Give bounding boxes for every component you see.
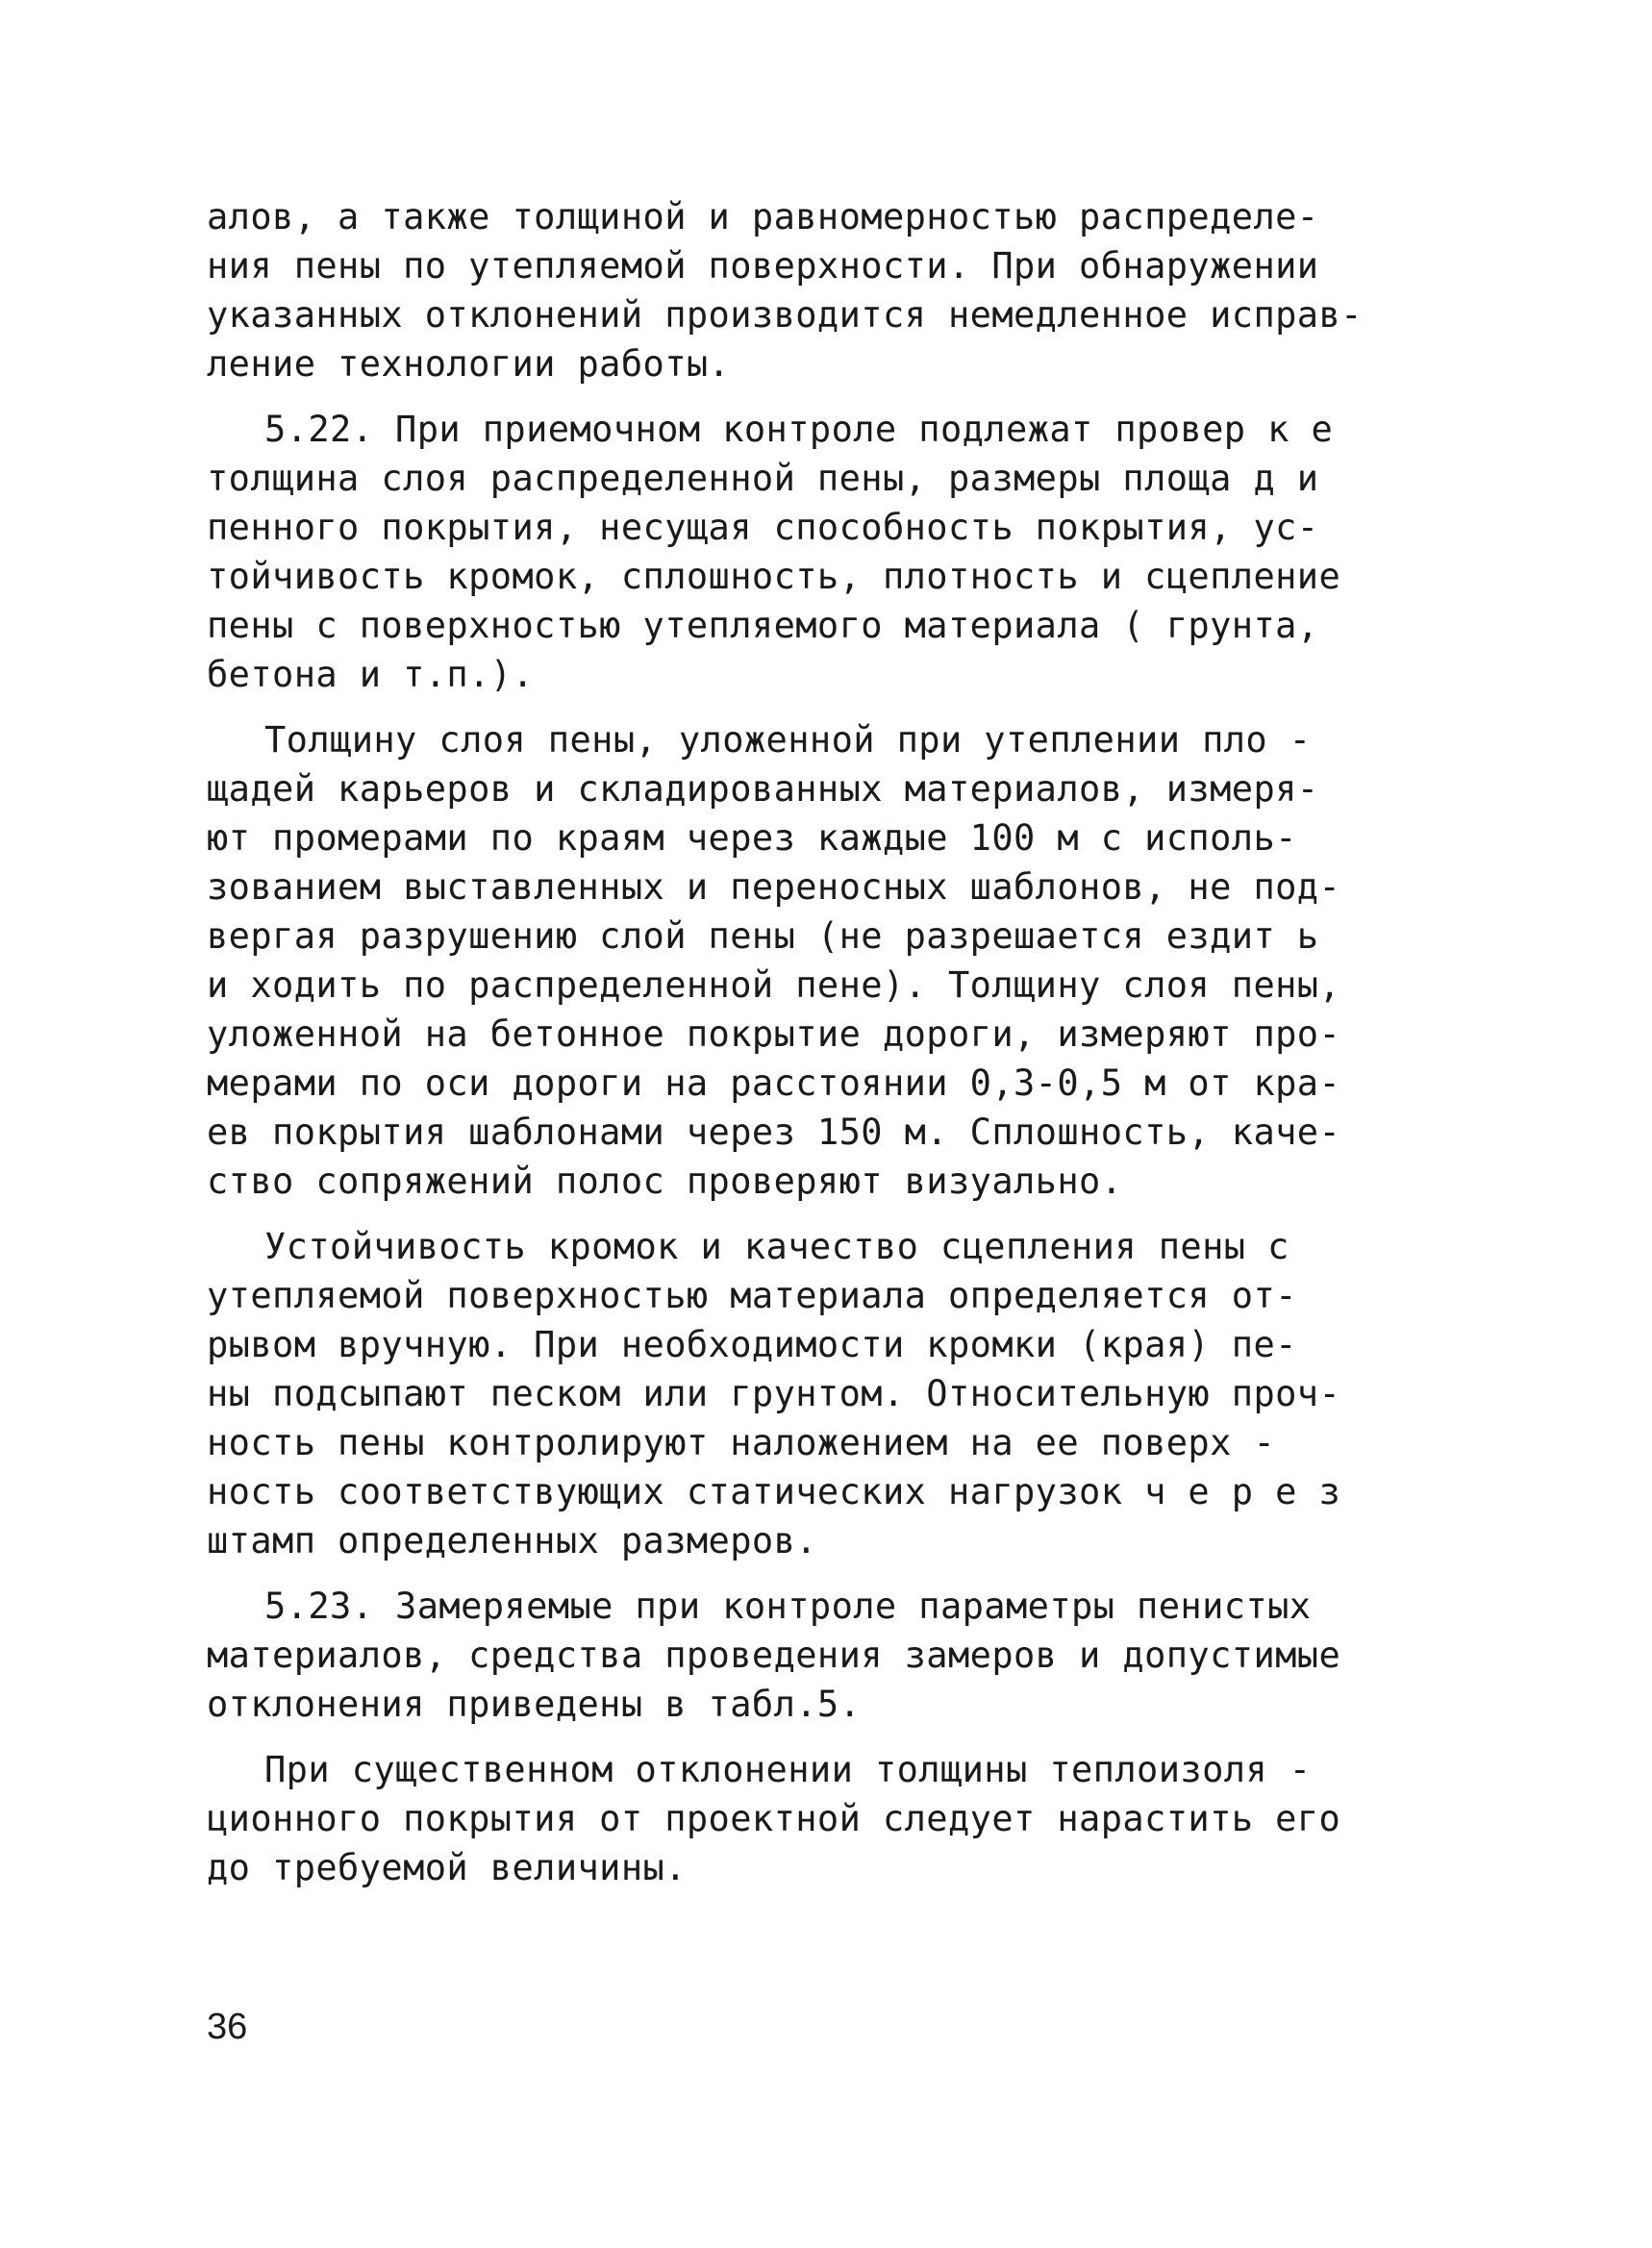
text-line: мерами по оси дороги на расстоянии 0,3-0,5 м от кра- bbox=[207, 1062, 1341, 1104]
text-line: щадей карьеров и складированных материалов, измеря- bbox=[207, 768, 1319, 810]
text-line: ность пены контролируют наложением на ее поверх - bbox=[207, 1422, 1276, 1463]
text-line: отклонения приведены в табл.5. bbox=[207, 1684, 862, 1725]
text-line: ность соответствующих статических нагрузок ч е р е з bbox=[207, 1471, 1341, 1512]
text-line: ев покрытия шаблонами через 150 м. Сплошность, каче- bbox=[207, 1112, 1341, 1153]
text-line: указанных отклонений производится немедленное исправ- bbox=[207, 294, 1363, 336]
body-text bbox=[207, 192, 1457, 1892]
text-line: рывом вручную. При необходимости кромки (края) пе- bbox=[207, 1324, 1297, 1365]
text-line: тойчивость кромок, сплошность, плотность и сцепление bbox=[207, 556, 1341, 597]
paragraph-thickness-start: Толщину слоя пены, уложенной при утеплении пло - bbox=[264, 719, 1312, 761]
text-line: ционного покрытия от проектной следует нарастить его bbox=[207, 1798, 1341, 1839]
text-line: ны подсыпают песком или грунтом. Относительную проч- bbox=[207, 1373, 1341, 1414]
text-line: утепляемой поверхностью материала определяется от- bbox=[207, 1275, 1297, 1316]
paragraph-5-23-start: 5.23. Замеряемые при контроле параметры пенистых bbox=[264, 1586, 1312, 1627]
text-line: штамп определенных размеров. bbox=[207, 1520, 817, 1561]
text-line: ют промерами по краям через каждые 100 м с исполь- bbox=[207, 817, 1297, 859]
paragraph-5-22-start: 5.22. При приемочном контроле подлежат провер к е bbox=[264, 409, 1334, 450]
page-number: 36 bbox=[207, 2007, 248, 2047]
text-line: толщина слоя распределенной пены, размеры площа д и bbox=[207, 458, 1319, 499]
text-line: бетона и т.п.). bbox=[207, 654, 535, 695]
text-line: пены с поверхностью утепляемого материала ( грунта, bbox=[207, 605, 1319, 646]
text-line: до требуемой величины. bbox=[207, 1847, 687, 1888]
paragraph-deviation-start: При существенном отклонении толщины теплоизоля - bbox=[264, 1749, 1312, 1790]
text-line: алов, а также толщиной и равномерностью распределе- bbox=[207, 196, 1319, 237]
paragraph-stability-start: Устойчивость кромок и качество сцепления пены с bbox=[264, 1226, 1289, 1267]
text-line: зованием выставленных и переносных шаблонов, не под- bbox=[207, 866, 1341, 908]
text-line: вергая разрушению слой пены (не разрешается ездит ь bbox=[207, 915, 1319, 957]
text-line: и ходить по распределенной пене). Толщину слоя пены, bbox=[207, 964, 1341, 1006]
text-line: ление технологии работы. bbox=[207, 343, 731, 385]
text-line: пенного покрытия, несущая способность покрытия, ус- bbox=[207, 507, 1319, 548]
text-line: ния пены по утепляемой поверхности. При обнаружении bbox=[207, 245, 1319, 287]
text-line: материалов, средства проведения замеров и допустимые bbox=[207, 1635, 1341, 1676]
text-line: ство сопряжений полос проверяют визуально. bbox=[207, 1161, 1123, 1202]
text-line: уложенной на бетонное покрытие дороги, измеряют про- bbox=[207, 1013, 1341, 1055]
